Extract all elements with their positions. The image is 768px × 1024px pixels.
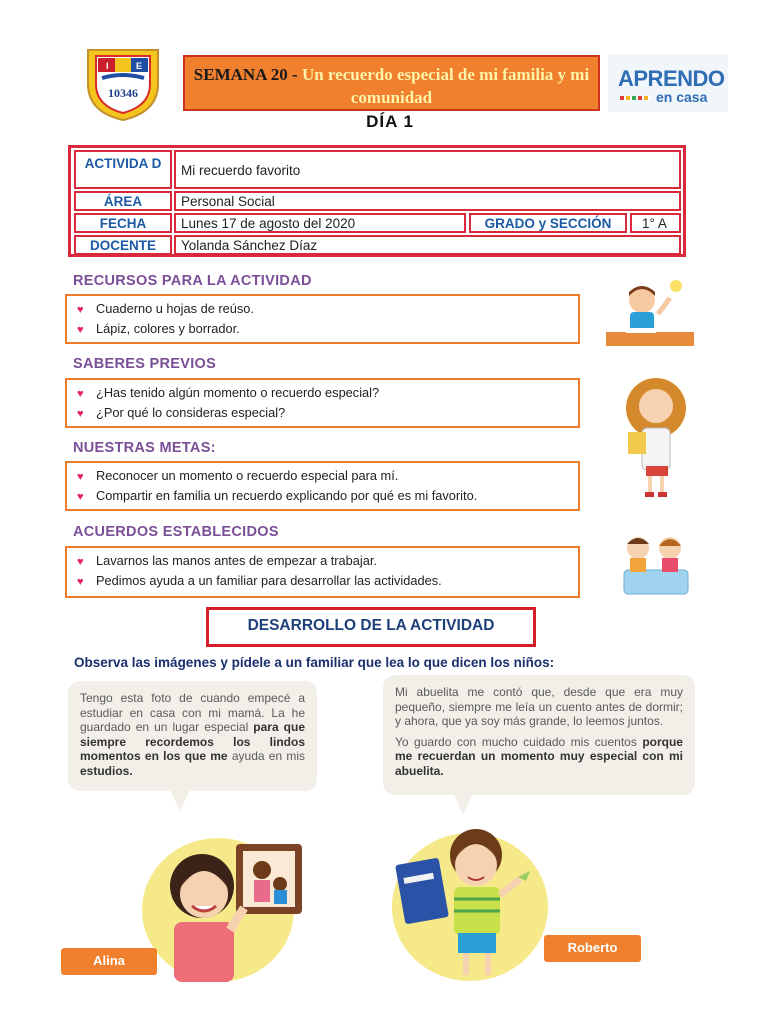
list-item: ♥ ¿Por qué lo consideras especial? — [77, 404, 578, 424]
roberto-illustration-icon — [380, 815, 560, 985]
kids-washing-hands-illustration-icon — [616, 530, 694, 598]
heart-bullet-icon: ♥ — [77, 575, 84, 588]
grado-label: GRADO y SECCIÓN — [469, 213, 627, 233]
recursos-box — [65, 294, 580, 344]
alina-text-bold: para que siempre recordemos los lindos momentos en los que me — [80, 720, 305, 763]
boy-writing-illustration-icon — [606, 278, 694, 346]
actividad-label: ACTIVIDA D — [74, 150, 172, 189]
alina-bubble-tail — [170, 789, 190, 811]
fecha-value: Lunes 17 de agosto del 2020 — [174, 213, 466, 233]
alina-illustration-icon — [140, 818, 320, 984]
heart-bullet-icon: ♥ — [77, 556, 84, 568]
grado-value: 1° A — [630, 213, 681, 233]
list-item: ♥ Lápiz, colores y borrador. — [77, 320, 578, 340]
docente-label: DOCENTE — [74, 235, 172, 255]
instruction-text: Observa las imágenes y pídele a un familiar que lea lo que dicen los niños: — [74, 655, 555, 670]
list-item: ♥ Cuaderno u hojas de reúso. — [77, 300, 578, 320]
alina-text-plain2: ayuda en mis — [231, 749, 306, 763]
fecha-label: FECHA — [74, 213, 172, 233]
roberto-speech-bubble — [383, 675, 695, 795]
roberto-bubble-tail — [453, 793, 473, 815]
aprendo-en-casa-logo — [608, 54, 728, 112]
brand-dots-icon — [620, 96, 650, 100]
school-code: 10346 — [108, 86, 138, 100]
list-item: ♥ Pedimos ayuda a un familiar para desarrollar las actividades. — [77, 572, 578, 592]
list-item: ♥ ¿Has tenido algún momento o recuerdo especial? — [77, 384, 578, 404]
alina-name-tag: Alina — [61, 948, 157, 975]
actividad-value: Mi recuerdo favorito — [174, 150, 681, 189]
roberto-name-tag: Roberto — [544, 935, 641, 962]
week-title: Un recuerdo especial de mi familia y mi comunidad — [301, 65, 590, 107]
svg-text:I: I — [106, 61, 109, 71]
teacher-illustration-icon — [620, 378, 692, 500]
day-heading: DÍA 1 — [366, 112, 414, 131]
alina-text-plain: Tengo esta foto de cuando empecé a estudiar en casa con mi mamá. La he guardado en un lugar especial — [80, 691, 305, 734]
brand-top: APRENDO — [618, 66, 725, 91]
list-item: ♥ Reconocer un momento o recuerdo especial para mí. — [77, 467, 578, 487]
week-label: SEMANA 20 - — [193, 65, 298, 84]
info-table — [68, 145, 686, 257]
desarrollo-heading: DESARROLLO DE LA ACTIVIDAD — [206, 607, 536, 647]
list-item: ♥ Compartir en familia un recuerdo explicando por qué es mi favorito. — [77, 487, 578, 507]
svg-text:E: E — [136, 61, 143, 71]
saberes-title: SABERES PREVIOS — [73, 356, 217, 372]
heart-bullet-icon: ♥ — [77, 304, 84, 316]
roberto-text-p1: Mi abuelita me contó que, desde que era muy pequeño, siempre me leía un cuento antes de dormir; y ahora, que ya soy más grande, lo leemos juntos. — [395, 685, 683, 728]
area-value: Personal Social — [174, 191, 681, 211]
school-crest-icon — [78, 42, 168, 122]
roberto-text-p2-bold: porque me recuerdan un momento muy especial con mi abuelita. — [395, 734, 683, 778]
heart-bullet-icon: ♥ — [77, 323, 84, 336]
recursos-title: RECURSOS PARA LA ACTIVIDAD — [73, 273, 312, 289]
roberto-text-p2-plain: Yo guardo con mucho cuidado mis cuentos — [395, 734, 637, 749]
list-item: ♥ Lavarnos las manos antes de empezar a trabajar. — [77, 552, 578, 572]
heart-bullet-icon: ♥ — [77, 490, 84, 503]
heart-bullet-icon: ♥ — [77, 471, 84, 483]
metas-title: NUESTRAS METAS: — [73, 440, 216, 456]
saberes-box — [65, 378, 580, 428]
acuerdos-box — [65, 546, 580, 598]
week-title-banner — [183, 55, 600, 111]
acuerdos-title: ACUERDOS ESTABLECIDOS — [73, 524, 279, 540]
area-label: ÁREA — [74, 191, 172, 211]
heart-bullet-icon: ♥ — [77, 388, 84, 400]
alina-speech-bubble — [68, 681, 317, 791]
metas-box — [65, 461, 580, 511]
docente-value: Yolanda Sánchez Díaz — [174, 235, 681, 255]
alina-text-bold2: estudios. — [80, 763, 133, 778]
heart-bullet-icon: ♥ — [77, 407, 84, 420]
brand-bottom: en casa — [656, 89, 708, 105]
